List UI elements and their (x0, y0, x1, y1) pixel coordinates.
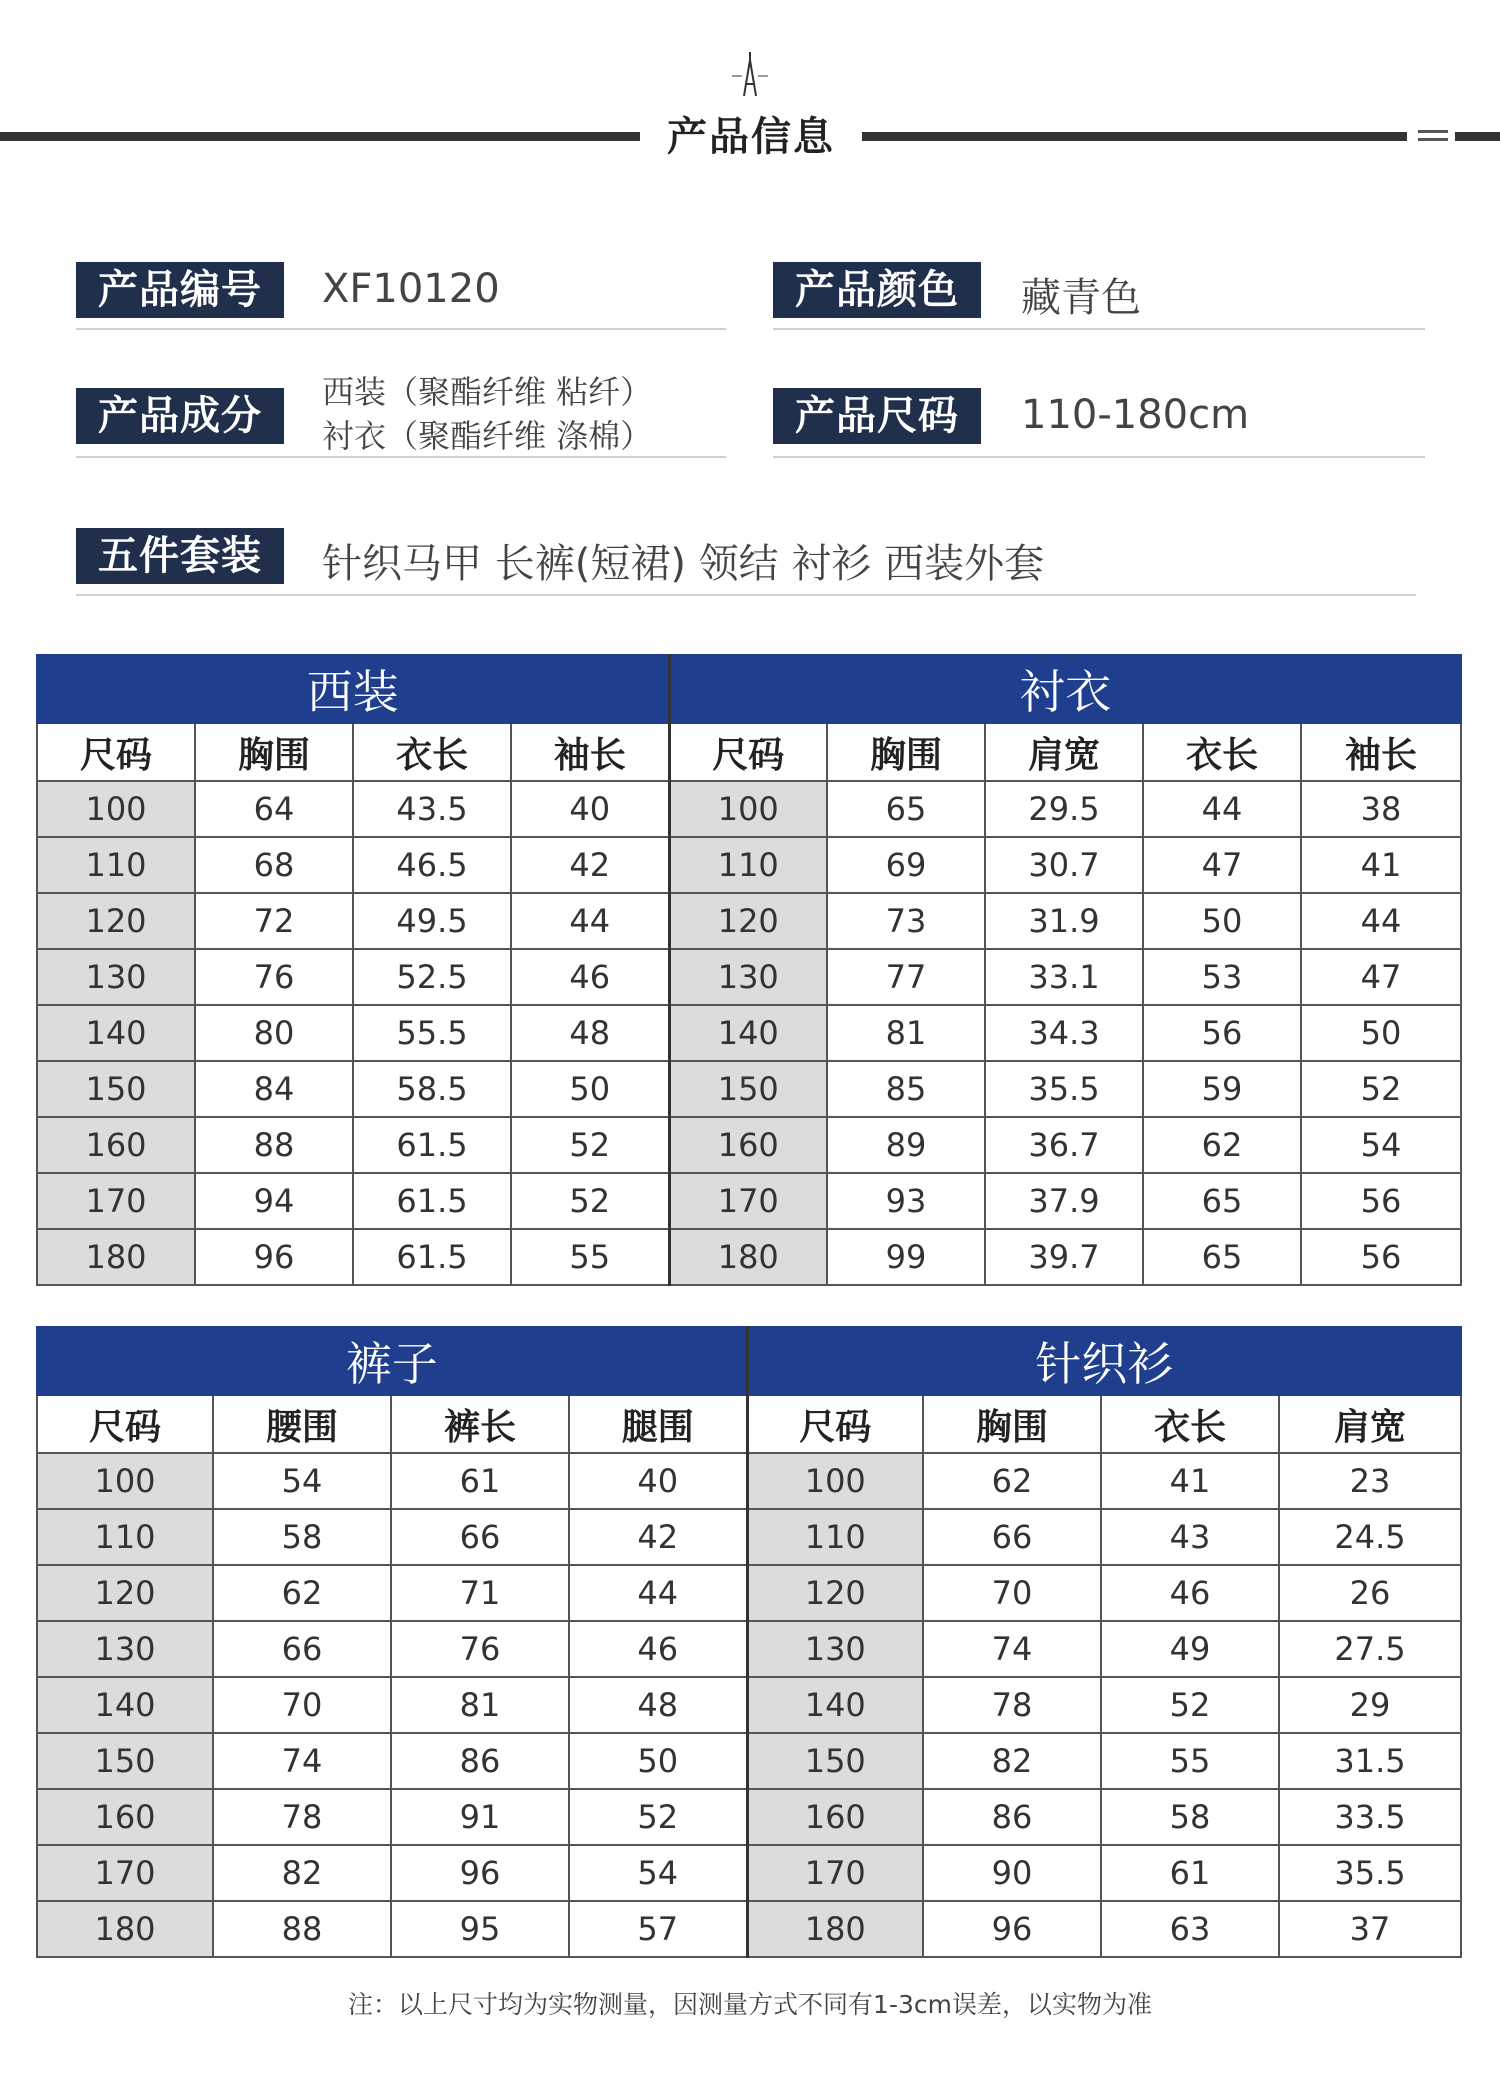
size-cell: 120 (37, 893, 195, 949)
measurement-cell: 93 (827, 1173, 985, 1229)
measurement-cell: 61.5 (353, 1117, 511, 1173)
size-cell: 150 (747, 1733, 923, 1789)
product-set-value: 针织马甲 长裤(短裙) 领结 衬衫 西装外套 (322, 541, 1045, 587)
table-row (37, 893, 1461, 949)
measurement-cell: 82 (923, 1733, 1101, 1789)
measurement-cell: 86 (391, 1733, 569, 1789)
size-cell: 100 (669, 781, 827, 837)
measurement-cell: 52 (511, 1173, 669, 1229)
measurement-cell: 59 (1143, 1061, 1301, 1117)
measurement-cell: 77 (827, 949, 985, 1005)
table-row (37, 1565, 1461, 1621)
measurement-cell: 49.5 (353, 893, 511, 949)
group-title-pants: 裤子 (37, 1327, 747, 1395)
measurement-cell: 26 (1279, 1565, 1461, 1621)
size-cell: 150 (669, 1061, 827, 1117)
column-header: 肩宽 (1279, 1395, 1461, 1453)
title-dash (1418, 130, 1448, 133)
measurement-cell: 74 (213, 1733, 391, 1789)
material-line-2: 衬衣（聚酯纤维 涤棉） (322, 417, 653, 455)
product-color-value: 藏青色 (1021, 275, 1141, 321)
measurement-cell: 56 (1301, 1229, 1461, 1285)
measurement-cell: 62 (1143, 1117, 1301, 1173)
table-row (37, 1677, 1461, 1733)
measurement-cell: 61.5 (353, 1229, 511, 1285)
column-header: 裤长 (391, 1395, 569, 1453)
measurement-cell: 47 (1143, 837, 1301, 893)
table-row (37, 1453, 1461, 1509)
measurement-cell: 89 (827, 1117, 985, 1173)
column-header: 腰围 (213, 1395, 391, 1453)
measurement-cell: 30.7 (985, 837, 1143, 893)
size-cell: 180 (37, 1901, 213, 1957)
measurement-cell: 54 (213, 1453, 391, 1509)
product-set-label: 五件套装 (76, 528, 284, 584)
measurement-cell: 62 (923, 1453, 1101, 1509)
measurement-cell: 76 (195, 949, 353, 1005)
measurement-cell: 49 (1101, 1621, 1279, 1677)
table-row (37, 1621, 1461, 1677)
title-divider-left (0, 132, 640, 141)
column-header: 袖长 (1301, 723, 1461, 781)
measurement-cell: 43 (1101, 1509, 1279, 1565)
measurement-cell: 88 (213, 1901, 391, 1957)
measurement-cell: 76 (391, 1621, 569, 1677)
measurement-cell: 40 (569, 1453, 747, 1509)
measurement-cell: 35.5 (985, 1061, 1143, 1117)
product-size-value: 110-180cm (1021, 392, 1250, 438)
measurement-cell: 46 (511, 949, 669, 1005)
measurement-cell: 50 (511, 1061, 669, 1117)
measurement-cell: 23 (1279, 1453, 1461, 1509)
column-header: 尺码 (747, 1395, 923, 1453)
measurement-cell: 66 (923, 1509, 1101, 1565)
product-material-label: 产品成分 (76, 388, 284, 444)
size-cell: 170 (747, 1845, 923, 1901)
size-cell: 180 (37, 1229, 195, 1285)
table-row (37, 1117, 1461, 1173)
measurement-cell: 91 (391, 1789, 569, 1845)
measurement-cell: 64 (195, 781, 353, 837)
measurement-cell: 44 (569, 1565, 747, 1621)
size-cell: 120 (37, 1565, 213, 1621)
measurement-cell: 37.9 (985, 1173, 1143, 1229)
column-header: 胸围 (195, 723, 353, 781)
product-color-label: 产品颜色 (773, 262, 981, 318)
product-size-label: 产品尺码 (773, 388, 981, 444)
size-cell: 100 (747, 1453, 923, 1509)
measurement-cell: 53 (1143, 949, 1301, 1005)
size-cell: 130 (747, 1621, 923, 1677)
material-line-1: 西装（聚酯纤维 粘纤） (322, 373, 653, 411)
measurement-cell: 63 (1101, 1901, 1279, 1957)
measurement-cell: 37 (1279, 1901, 1461, 1957)
measurement-cell: 65 (827, 781, 985, 837)
measurement-cell: 47 (1301, 949, 1461, 1005)
measurement-cell: 65 (1143, 1173, 1301, 1229)
table-row (37, 781, 1461, 837)
measurement-cell: 42 (569, 1509, 747, 1565)
measurement-cell: 52 (1301, 1061, 1461, 1117)
measurement-cell: 34.3 (985, 1005, 1143, 1061)
measurement-cell: 52.5 (353, 949, 511, 1005)
measurement-cell: 44 (1301, 893, 1461, 949)
measurement-cell: 72 (195, 893, 353, 949)
measurement-cell: 39.7 (985, 1229, 1143, 1285)
info-product-size (773, 380, 1425, 450)
measurement-cell: 95 (391, 1901, 569, 1957)
measurement-cell: 56 (1143, 1005, 1301, 1061)
measurement-cell: 62 (213, 1565, 391, 1621)
size-cell: 150 (37, 1061, 195, 1117)
measurement-cell: 82 (213, 1845, 391, 1901)
size-cell: 160 (37, 1789, 213, 1845)
measurement-cell: 54 (569, 1845, 747, 1901)
measurement-cell: 55.5 (353, 1005, 511, 1061)
measurement-cell: 96 (923, 1901, 1101, 1957)
measurement-cell: 99 (827, 1229, 985, 1285)
measurement-cell: 66 (213, 1621, 391, 1677)
measurement-cell: 31.9 (985, 893, 1143, 949)
measurement-cell: 65 (1143, 1229, 1301, 1285)
measurement-cell: 43.5 (353, 781, 511, 837)
title-dash (1418, 138, 1448, 141)
table-row (37, 1509, 1461, 1565)
size-cell: 140 (669, 1005, 827, 1061)
measurement-cell: 50 (1143, 893, 1301, 949)
measurement-cell: 81 (391, 1677, 569, 1733)
table-row (37, 1901, 1461, 1957)
size-cell: 110 (669, 837, 827, 893)
size-cell: 130 (669, 949, 827, 1005)
measurement-cell: 41 (1301, 837, 1461, 893)
measurement-cell: 42 (511, 837, 669, 893)
measurement-cell: 35.5 (1279, 1845, 1461, 1901)
size-cell: 180 (669, 1229, 827, 1285)
size-cell: 100 (37, 1453, 213, 1509)
measurement-cell: 68 (195, 837, 353, 893)
size-cell: 170 (37, 1173, 195, 1229)
measurement-cell: 88 (195, 1117, 353, 1173)
table-row (37, 949, 1461, 1005)
measurement-cell: 69 (827, 837, 985, 893)
title-divider-right (862, 132, 1407, 141)
measurement-cell: 29.5 (985, 781, 1143, 837)
divider (773, 456, 1425, 458)
column-header: 衣长 (1101, 1395, 1279, 1453)
measurement-cell: 52 (511, 1117, 669, 1173)
column-header: 腿围 (569, 1395, 747, 1453)
table-row (37, 1733, 1461, 1789)
measurement-cell: 58 (1101, 1789, 1279, 1845)
measurement-cell: 61.5 (353, 1173, 511, 1229)
measurement-cell: 55 (511, 1229, 669, 1285)
column-header: 尺码 (37, 1395, 213, 1453)
size-cell: 170 (37, 1845, 213, 1901)
table-row (37, 1173, 1461, 1229)
measurement-cell: 96 (391, 1845, 569, 1901)
measurement-cell: 94 (195, 1173, 353, 1229)
eiffel-tower-icon (730, 50, 770, 100)
size-cell: 120 (747, 1565, 923, 1621)
table-row (37, 837, 1461, 893)
measurement-cell: 48 (569, 1677, 747, 1733)
measurement-cell: 90 (923, 1845, 1101, 1901)
divider (76, 456, 726, 458)
measurement-cell: 29 (1279, 1677, 1461, 1733)
measurement-cell: 33.1 (985, 949, 1143, 1005)
measurement-cell: 70 (923, 1565, 1101, 1621)
measurement-cell: 46.5 (353, 837, 511, 893)
table-row (37, 1789, 1461, 1845)
measurement-cell: 96 (195, 1229, 353, 1285)
info-product-code (76, 254, 726, 324)
column-header: 衣长 (353, 723, 511, 781)
size-cell: 130 (37, 949, 195, 1005)
measurement-cell: 61 (391, 1453, 569, 1509)
divider (76, 594, 1416, 596)
size-table-suit-shirt (36, 654, 1462, 1286)
measurement-cell: 84 (195, 1061, 353, 1117)
measurement-cell: 71 (391, 1565, 569, 1621)
measurement-cell: 58 (213, 1509, 391, 1565)
measurement-cell: 50 (1301, 1005, 1461, 1061)
table-row (37, 1061, 1461, 1117)
size-cell: 130 (37, 1621, 213, 1677)
table-row (37, 1229, 1461, 1285)
group-title-suit: 西装 (37, 655, 669, 723)
measurement-cell: 46 (1101, 1565, 1279, 1621)
info-product-material (76, 373, 726, 455)
size-cell: 100 (37, 781, 195, 837)
size-table-pants-knit (36, 1326, 1462, 1958)
measurement-cell: 40 (511, 781, 669, 837)
measurement-cell: 24.5 (1279, 1509, 1461, 1565)
column-header: 尺码 (669, 723, 827, 781)
measurement-cell: 66 (391, 1509, 569, 1565)
size-cell: 160 (747, 1789, 923, 1845)
size-cell: 150 (37, 1733, 213, 1789)
table-row (37, 1005, 1461, 1061)
measurement-cell: 33.5 (1279, 1789, 1461, 1845)
measurement-cell: 85 (827, 1061, 985, 1117)
size-cell: 140 (747, 1677, 923, 1733)
table-row (37, 1845, 1461, 1901)
measurement-cell: 61 (1101, 1845, 1279, 1901)
size-cell: 140 (37, 1005, 195, 1061)
divider (76, 328, 726, 330)
column-header: 袖长 (511, 723, 669, 781)
section-header (0, 50, 1500, 160)
column-header: 肩宽 (985, 723, 1143, 781)
info-product-set (76, 520, 1416, 590)
measurement-cell: 46 (569, 1621, 747, 1677)
size-cell: 110 (37, 1509, 213, 1565)
measurement-cell: 81 (827, 1005, 985, 1061)
measurement-cell: 41 (1101, 1453, 1279, 1509)
size-cell: 160 (37, 1117, 195, 1173)
measurement-cell: 80 (195, 1005, 353, 1061)
measurement-cell: 54 (1301, 1117, 1461, 1173)
size-cell: 160 (669, 1117, 827, 1173)
size-cell: 170 (669, 1173, 827, 1229)
measurement-cell: 70 (213, 1677, 391, 1733)
measurement-cell: 52 (569, 1789, 747, 1845)
measurement-cell: 78 (213, 1789, 391, 1845)
group-title-knitwear: 针织衫 (747, 1327, 1461, 1395)
measurement-cell: 57 (569, 1901, 747, 1957)
measurement-cell: 48 (511, 1005, 669, 1061)
measurement-cell: 27.5 (1279, 1621, 1461, 1677)
measurement-cell: 52 (1101, 1677, 1279, 1733)
measurement-cell: 44 (511, 893, 669, 949)
measurement-cell: 38 (1301, 781, 1461, 837)
measurement-cell: 73 (827, 893, 985, 949)
table-header-row (37, 1395, 1461, 1453)
measurement-cell: 55 (1101, 1733, 1279, 1789)
page-title: 产品信息 (667, 114, 835, 160)
size-cell: 110 (747, 1509, 923, 1565)
size-cell: 110 (37, 837, 195, 893)
measurement-cell: 31.5 (1279, 1733, 1461, 1789)
measurement-cell: 56 (1301, 1173, 1461, 1229)
measurement-cell: 58.5 (353, 1061, 511, 1117)
column-header: 衣长 (1143, 723, 1301, 781)
column-header: 胸围 (923, 1395, 1101, 1453)
table-header-row (37, 723, 1461, 781)
measurement-cell: 36.7 (985, 1117, 1143, 1173)
column-header: 胸围 (827, 723, 985, 781)
measurement-cell: 86 (923, 1789, 1101, 1845)
column-header: 尺码 (37, 723, 195, 781)
measurement-cell: 50 (569, 1733, 747, 1789)
info-product-color (773, 254, 1425, 324)
product-code-value: XF10120 (322, 266, 500, 312)
size-cell: 120 (669, 893, 827, 949)
measurement-cell: 78 (923, 1677, 1101, 1733)
measurement-cell: 44 (1143, 781, 1301, 837)
size-cell: 140 (37, 1677, 213, 1733)
divider (773, 328, 1425, 330)
footer-note: 注：以上尺寸均为实物测量，因测量方式不同有1-3cm误差，以实物为准 (348, 1990, 1152, 2019)
measurement-cell: 74 (923, 1621, 1101, 1677)
title-divider-tail (1455, 132, 1500, 141)
size-cell: 180 (747, 1901, 923, 1957)
group-title-shirt: 衬衣 (669, 655, 1461, 723)
product-code-label: 产品编号 (76, 262, 284, 318)
